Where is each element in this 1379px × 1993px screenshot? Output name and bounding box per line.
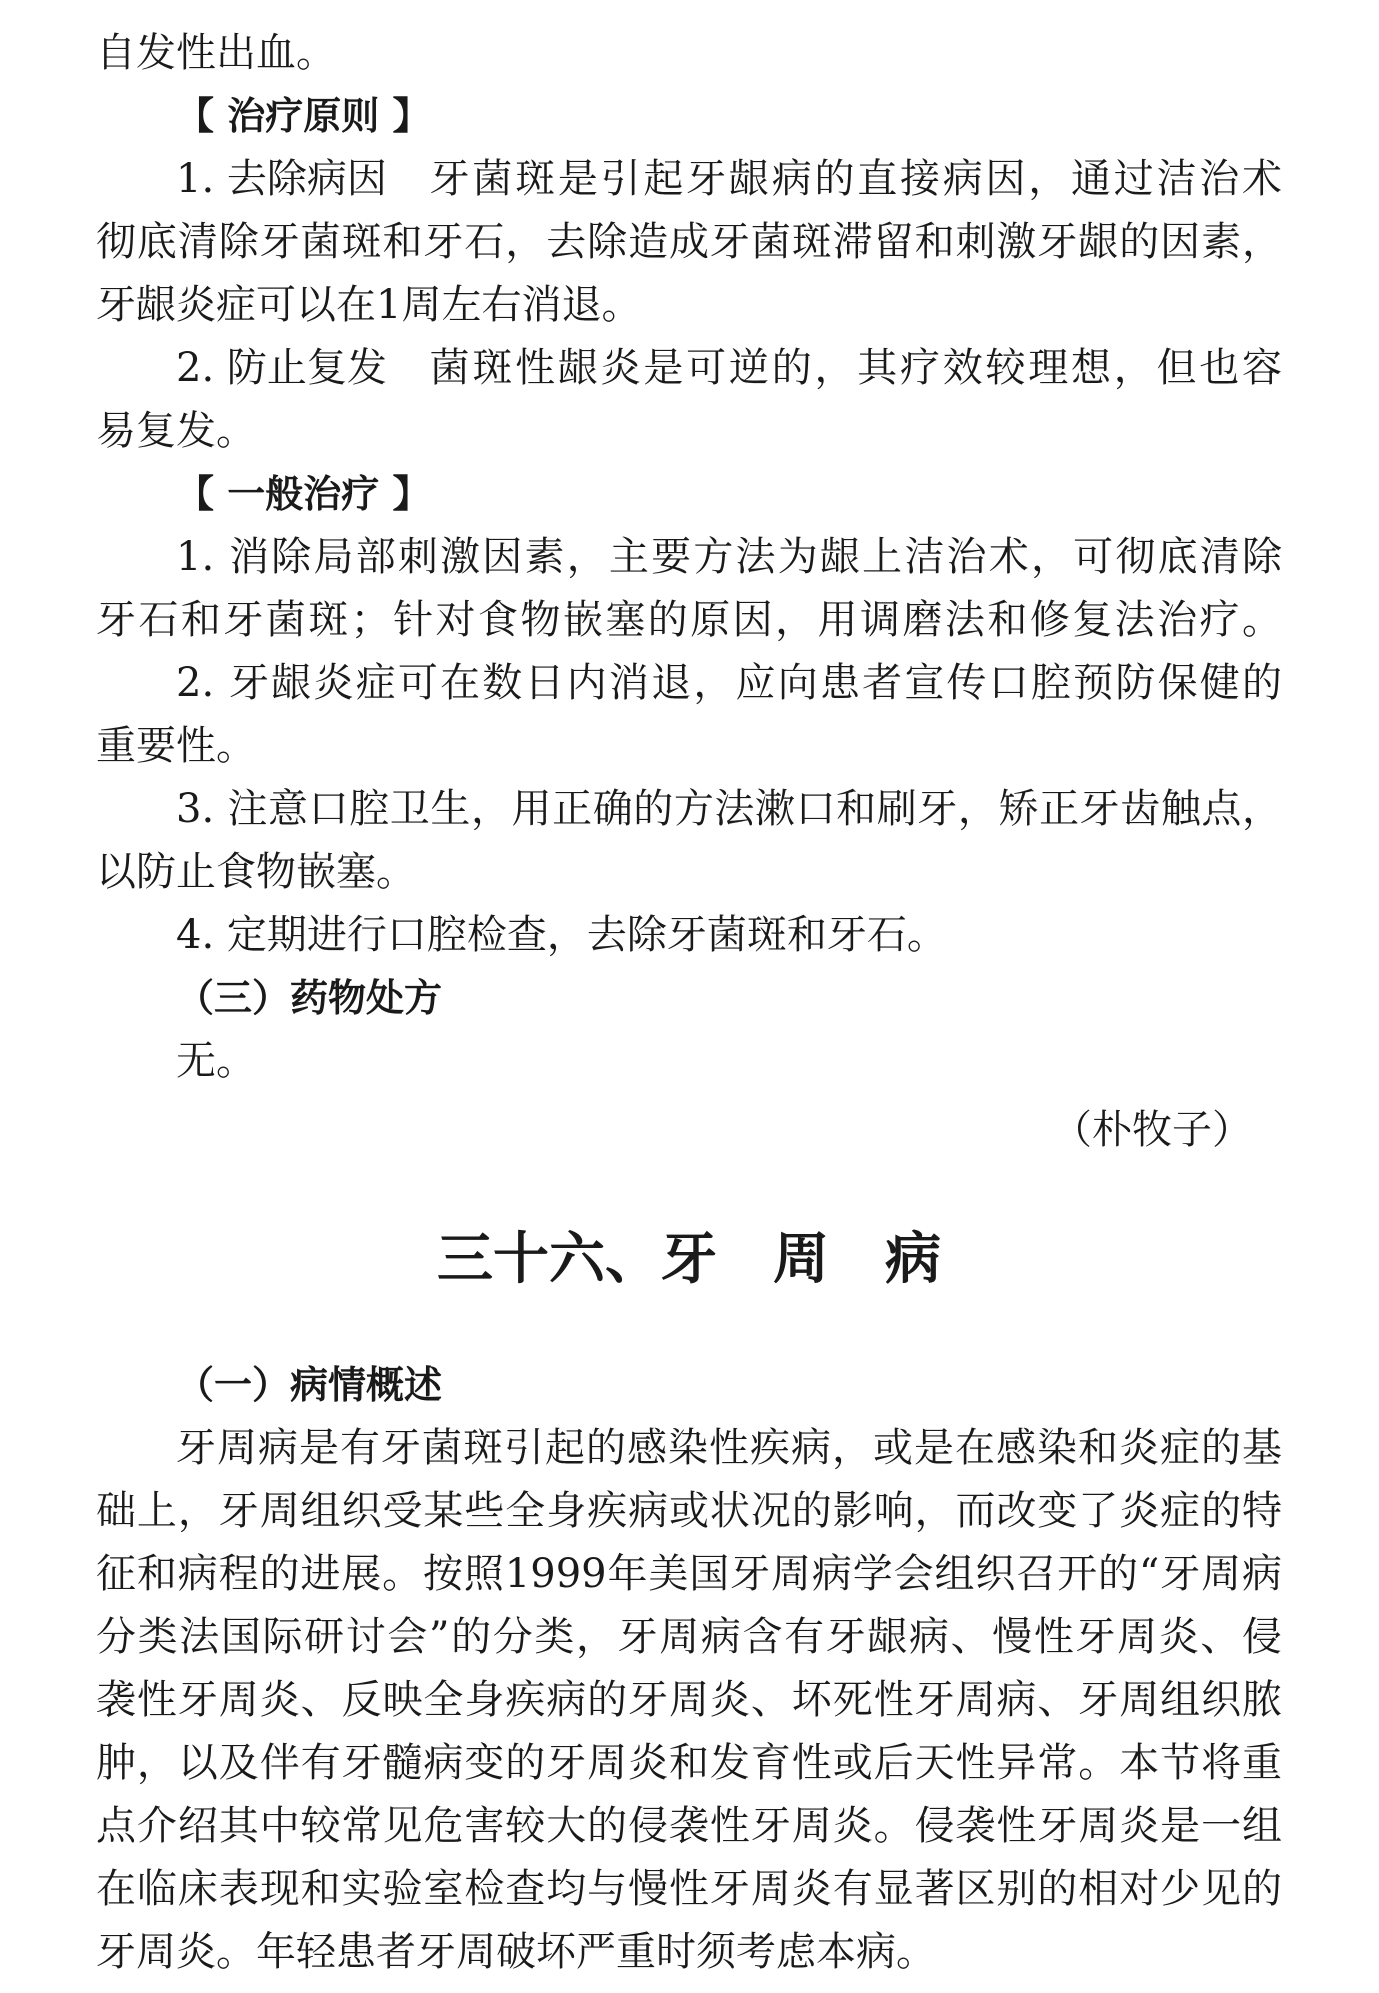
- principle-2-text: 菌斑性龈炎是可逆的，其疗效较理想，但也容: [426, 345, 1282, 391]
- text-line: 无。: [176, 1038, 256, 1084]
- text-line: 2. 牙龈炎症可在数日内消退，应向患者宣传口腔预防保健的: [176, 660, 1282, 706]
- text-line: 易复发。: [96, 408, 256, 454]
- section-heading-overview: （一）病情概述: [176, 1363, 443, 1407]
- text-line: 肿，以及伴有牙髓病变的牙周炎和发育性或后天性异常。本节将重: [96, 1740, 1282, 1786]
- text-line: 分类法国际研讨会”的分类，牙周病含有牙龈病、慢性牙周炎、侵: [96, 1614, 1282, 1660]
- text-line: 牙周炎。年轻患者牙周破坏严重时须考虑本病。: [96, 1929, 936, 1975]
- text-line: 牙周病是有牙菌斑引起的感染性疾病，或是在感染和炎症的基: [176, 1425, 1282, 1471]
- text-line: 4. 定期进行口腔检查，去除牙菌斑和牙石。: [176, 912, 947, 958]
- text-line: 彻底清除牙菌斑和牙石，去除造成牙菌斑滞留和刺激牙龈的因素，: [96, 219, 1282, 265]
- principle-1-label: 1. 去除病因: [176, 156, 387, 202]
- text-line: 在临床表现和实验室检查均与慢性牙周炎有显著区别的相对少见的: [96, 1866, 1282, 1912]
- document-page: [96, 22, 1282, 1984]
- principle-2-label: 2. 防止复发: [176, 345, 387, 391]
- text-line: 征和病程的进展。按照1999年美国牙周病学会组织召开的“牙周病: [96, 1551, 1282, 1597]
- text-line: 袭性牙周炎、反映全身疾病的牙周炎、坏死性牙周病、牙周组织脓: [96, 1677, 1282, 1723]
- principle-2-line: [96, 337, 1282, 400]
- text-line: 础上，牙周组织受某些全身疾病或状况的影响，而改变了炎症的特: [96, 1488, 1282, 1534]
- text-line: 点介绍其中较常见危害较大的侵袭性牙周炎。侵袭性牙周炎是一组: [96, 1803, 1282, 1849]
- text-line: 重要性。: [96, 723, 256, 769]
- principle-1-text: 牙菌斑是引起牙龈病的直接病因，通过洁治术: [426, 156, 1282, 202]
- text-line: 3. 注意口腔卫生，用正确的方法漱口和刷牙，矫正牙齿触点，: [176, 786, 1282, 832]
- section-heading-treatment-principles: 【 治疗原则 】: [176, 94, 431, 138]
- section-heading-prescription: （三）药物处方: [176, 976, 443, 1020]
- author-signature: （朴牧子）: [1052, 1107, 1252, 1153]
- chapter-title: 三十六、牙 周 病: [437, 1227, 941, 1292]
- text-line: 自发性出血。: [96, 30, 336, 76]
- principle-1-line: [96, 148, 1282, 211]
- text-line: 以防止食物嵌塞。: [96, 849, 416, 895]
- text-line: 牙石和牙菌斑；针对食物嵌塞的原因，用调磨法和修复法治疗。: [96, 597, 1282, 643]
- text-line: 牙龈炎症可以在1周左右消退。: [96, 282, 642, 328]
- text-line: 1. 消除局部刺激因素，主要方法为龈上洁治术，可彻底清除: [176, 534, 1282, 580]
- section-heading-general-treatment: 【 一般治疗 】: [176, 472, 431, 516]
